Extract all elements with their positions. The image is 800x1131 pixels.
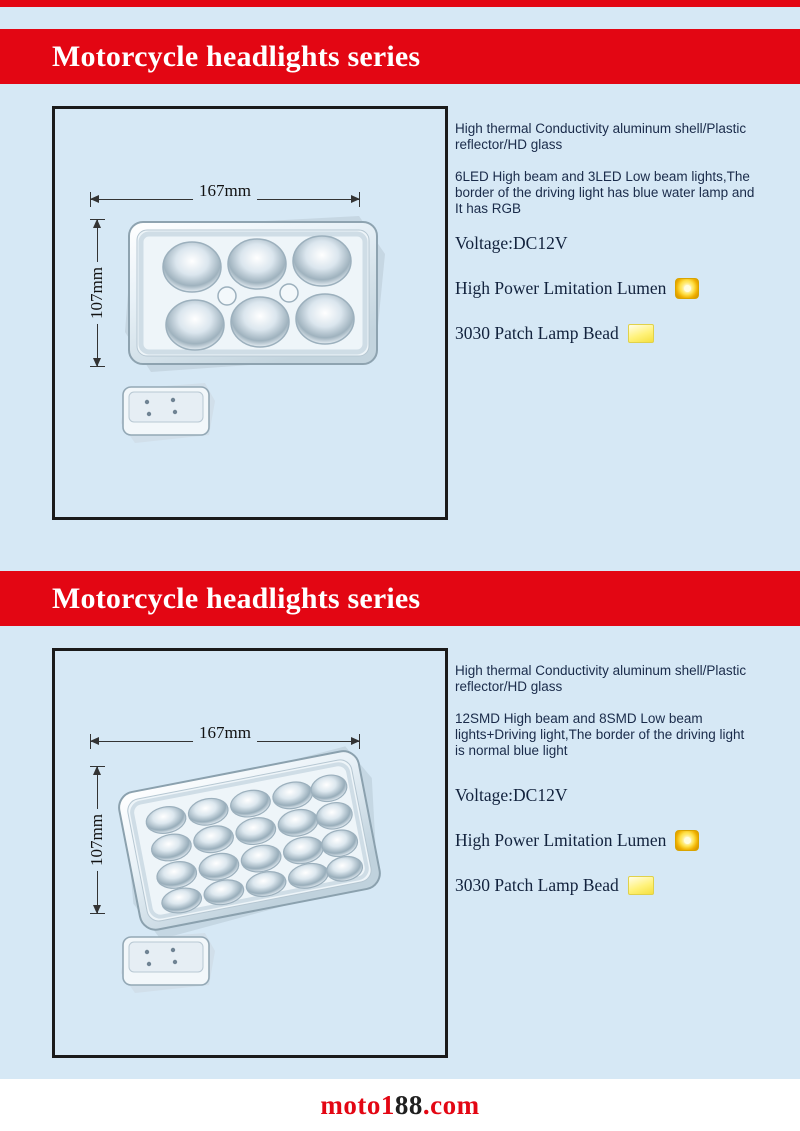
section-2-title: Motorcycle headlights series [52,581,421,615]
dim-arrow-top [93,219,101,228]
section-2-body [0,626,800,1076]
dim-arrow-left [90,737,99,745]
section-1-height-label: 107mm [87,262,107,324]
section-2-width-dimension [90,723,360,742]
section-1-height-dimension [87,219,106,367]
section-2-patch-row [455,875,775,896]
section-1-beam-text: 6LED High beam and 3LED Low beam lights,The border of the driving light has blue water lamp and It has RGB [455,169,755,216]
section-1-body [0,84,800,544]
section-1-patch-row [455,323,775,344]
dim-arrow-left [90,195,99,203]
section-1-material-text: High thermal Conductivity aluminum shell/Plastic reflector/HD glass [455,121,747,152]
controller-illustration [113,929,221,999]
dim-arrow-top [93,766,101,775]
section-2-voltage-label: Voltage:DC12V [455,785,568,805]
top-red-rule [0,0,800,7]
section-2-photo-frame [52,648,448,1058]
section-2-spec-column [455,663,775,920]
section-2-width-label: 167mm [193,723,257,743]
section-1-voltage [455,233,775,254]
section-1-voltage-label: Voltage:DC12V [455,233,568,253]
section-2-banner [0,571,800,626]
patch-lamp-bead-icon [628,876,654,895]
section-2-power-label: High Power Lmitation Lumen [455,830,667,850]
section-1-title: Motorcycle headlights series [52,39,421,73]
high-power-led-icon [675,830,699,851]
dim-arrow-bottom [93,905,101,914]
section-1-headlight-image [117,204,389,384]
section-1-power-label: High Power Lmitation Lumen [455,278,667,298]
dim-arrow-right [351,195,360,203]
section-2-controller-image [113,929,221,1004]
site-logo-part3: .com [422,1089,480,1120]
section-1-width-label: 167mm [193,181,257,201]
section-1-photo-frame [52,106,448,520]
section-2-material-text: High thermal Conductivity aluminum shell/Plastic reflector/HD glass [455,663,747,694]
section-1-patch-label: 3030 Patch Lamp Bead [455,323,619,343]
section-2-patch-label: 3030 Patch Lamp Bead [455,875,619,895]
site-logo-part1: moto1 [320,1089,395,1120]
section-1-width-dimension [90,181,360,200]
section-1-power-row [455,278,775,299]
footer [0,1079,800,1131]
dim-arrow-bottom [93,358,101,367]
patch-lamp-bead-icon [628,324,654,343]
section-1-spec-column [455,121,775,368]
headlight-20led-illustration [110,746,395,941]
section-1-controller-image [113,379,221,454]
headlight-6led-illustration [117,204,389,379]
section-2-beam-text: 12SMD High beam and 8SMD Low beam lights+Driving light,The border of the driving light is normal blue light [455,711,745,758]
section-2-headlight-image [110,746,395,946]
section-2-height-dimension [87,766,106,914]
section-2-height-label: 107mm [87,809,107,871]
controller-illustration [113,379,221,449]
site-logo-part2: 88 [394,1089,423,1120]
section-2-voltage [455,785,775,806]
section-1-banner [0,29,800,84]
dim-arrow-right [351,737,360,745]
high-power-led-icon [675,278,699,299]
section-2-power-row [455,830,775,851]
site-logo [320,1090,479,1121]
